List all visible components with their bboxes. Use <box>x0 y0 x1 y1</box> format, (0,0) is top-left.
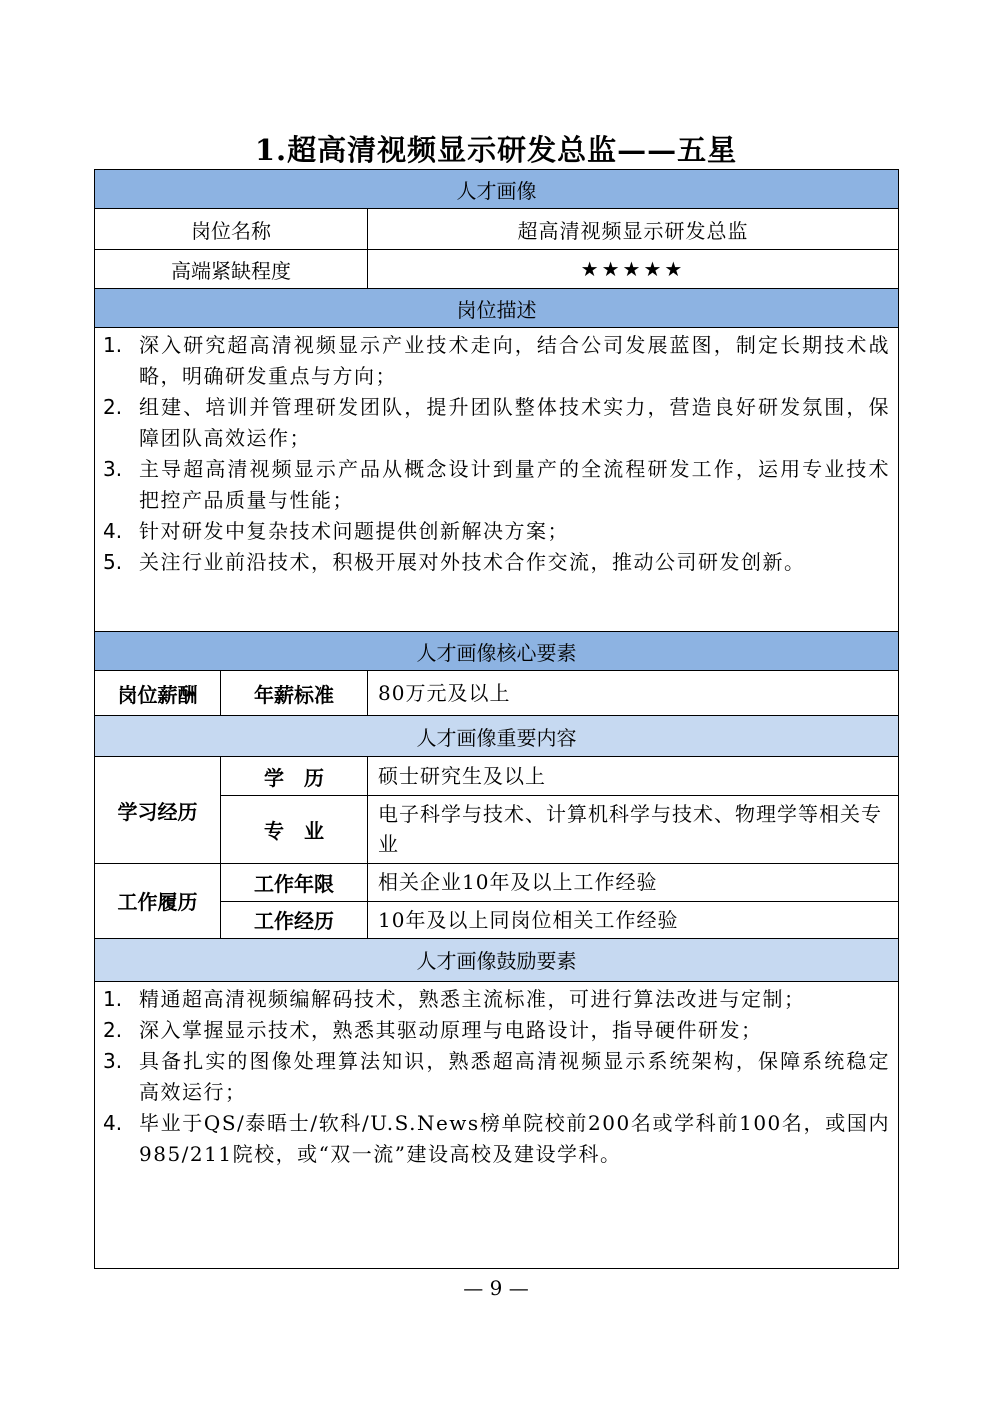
salary-standard-label: 年薪标准 <box>221 671 368 716</box>
salary-value: 80万元及以上 <box>368 671 899 716</box>
section-header-important: 人才画像重要内容 <box>95 716 899 757</box>
talent-profile-table <box>94 169 899 1269</box>
work-experience-value: 10年及以上同岗位相关工作经验 <box>368 901 899 938</box>
section-header-description: 岗位描述 <box>95 289 899 328</box>
position-name-label: 岗位名称 <box>95 209 368 250</box>
degree-value: 硕士研究生及以上 <box>368 757 899 795</box>
degree-label: 学 历 <box>221 757 368 795</box>
page-number: — 9 — <box>463 1276 529 1300</box>
work-history-label: 工作履历 <box>95 863 221 938</box>
list-item: 1. 精通超高清视频编解码技术，熟悉主流标准，可进行算法改进与定制； <box>103 986 806 1011</box>
section-header-core: 人才画像核心要素 <box>95 632 899 671</box>
encourage-list <box>95 981 899 1268</box>
list-item: 1. 深入研究超高清视频显示产业技术走向，结合公司发展蓝图，制定长期技术战略，明确研发重点与方向； <box>103 333 890 389</box>
major-value: 电子科学与技术、计算机科学与技术、物理学等相关专业 <box>368 795 899 863</box>
position-name-value: 超高清视频显示研发总监 <box>368 209 899 250</box>
work-years-label: 工作年限 <box>221 863 368 901</box>
study-experience-label: 学习经历 <box>95 757 221 863</box>
salary-label: 岗位薪酬 <box>95 671 221 716</box>
list-item: 4. 针对研发中复杂技术问题提供创新解决方案； <box>103 519 569 544</box>
major-label: 专 业 <box>221 795 368 863</box>
page-title: 1.超高清视频显示研发总监——五星 <box>254 133 738 167</box>
list-item: 3. 主导超高清视频显示产品从概念设计到量产的全流程研发工作，运用专业技术把控产品质量与性能； <box>103 457 890 513</box>
list-item: 4. 毕业于QS/泰晤士/软科/U.S.News榜单院校前200名或学科前100名，或国内985/211院校，或“双一流”建设高校及建设学科。 <box>103 1110 890 1166</box>
list-item: 2. 组建、培训并管理研发团队，提升团队整体技术实力，营造良好研发氛围，保障团队高效运作； <box>103 395 890 451</box>
list-item: 5. 关注行业前沿技术，积极开展对外技术合作交流，推动公司研发创新。 <box>103 550 806 575</box>
work-years-value: 相关企业10年及以上工作经验 <box>368 863 899 901</box>
section-header-encourage: 人才画像鼓励要素 <box>95 938 899 981</box>
scarcity-stars: ★★★★★ <box>368 250 899 289</box>
list-item: 3. 具备扎实的图像处理算法知识，熟悉超高清视频显示系统架构，保障系统稳定高效运行； <box>103 1048 890 1104</box>
work-experience-label: 工作经历 <box>221 901 368 938</box>
list-item: 2. 深入掌握显示技术，熟悉其驱动原理与电路设计，指导硬件研发； <box>103 1017 763 1042</box>
section-header-portrait: 人才画像 <box>95 170 899 209</box>
scarcity-label: 高端紧缺程度 <box>95 250 368 289</box>
description-list <box>95 328 899 632</box>
